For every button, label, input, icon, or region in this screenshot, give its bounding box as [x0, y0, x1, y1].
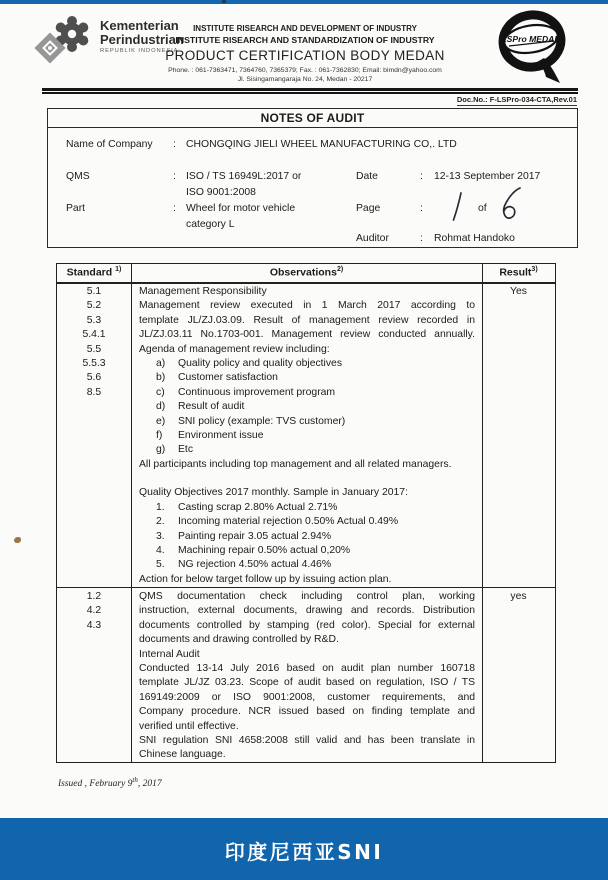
observation-line: Management Responsibility — [139, 286, 267, 297]
observation-line: 3. Painting repair 3.05 actual 2.94% — [156, 530, 332, 542]
observation-line: e) SNI policy (example: TVS customer) — [156, 415, 346, 427]
observation-line: f) Environment issue — [156, 429, 264, 441]
standard-clause: 8.5 — [86, 386, 102, 398]
letterhead-center — [122, 23, 488, 84]
ministry-subtitle: REPUBLIK INDONESIA — [100, 48, 179, 54]
observation-line: All participants including top management and all related managers. — [139, 458, 452, 470]
observation-line: template JL/JZ 03.23. Scope of audit based on regulation, ISO / TS — [139, 677, 475, 689]
observation-line: 4. Machining repair 0.50% actual 0,20% — [156, 545, 351, 557]
observation-line: Company procedure. NCR issued based on finding template and — [139, 706, 475, 718]
standard-cell — [57, 285, 131, 400]
page-label: Page — [356, 203, 381, 214]
standard-clause: 1.2 — [86, 591, 102, 602]
observation-line: JL/ZJ.03.11 No.1703-001. Management review conducted annually. — [139, 329, 475, 341]
standard-clause: 5.2 — [86, 300, 102, 312]
standard-clause: 5.6 — [86, 372, 102, 384]
standard-clause: 4.3 — [86, 619, 102, 631]
column-header-result: Result$^{3)}$ — [499, 266, 538, 279]
observation-line: documents and drawing controlled by R&D. — [139, 634, 339, 646]
ministry-name-line2: Perindustrian — [100, 32, 184, 47]
standard-clause: 5.5.3 — [82, 357, 106, 369]
ministry-name-line1: Kementerian — [100, 18, 179, 33]
observation-line: SNI regulation SNI 4658:2008 still valid and has been translate in — [139, 734, 475, 746]
colon: : — [173, 171, 176, 182]
handwritten-page-total — [496, 185, 522, 223]
lspro-medan-logo-icon — [494, 8, 574, 86]
observations-cell — [139, 285, 475, 587]
observation-line: d) Result of audit — [156, 401, 245, 413]
observation-line: b) Customer satisfaction — [156, 372, 278, 384]
observation-line: 5. NG rejection 4.50% actual 4.46% — [156, 559, 332, 571]
observation-line: 169149:2009 or ISO 9001:2008, customer requirements, and — [139, 691, 475, 703]
handwritten-page-number — [450, 191, 466, 223]
certification-body-title: PRODUCT CERTIFICATION BODY MEDAN — [165, 48, 445, 63]
footer-chinese-text: 印度尼西亚SNI — [224, 840, 384, 864]
institute-line2: INSTITUTE RISEARCH AND STANDARDIZATION OF INDUSTRY — [175, 35, 435, 45]
colon: : — [173, 139, 176, 150]
qms-label: QMS — [66, 171, 90, 182]
standard-clause: 5.1 — [86, 286, 102, 297]
colon: : — [420, 203, 423, 214]
notes-of-audit-box — [47, 108, 578, 248]
observation-line: Chinese language. — [139, 749, 226, 761]
column-header-standard: Standard $^{1)}$ — [66, 266, 122, 279]
standard-cell — [57, 590, 131, 633]
company-value: CHONGQING JIELI WHEEL MANUFACTURING CO,. LTD — [186, 139, 457, 150]
observation-line: Quality Objectives 2017 monthly. Sample in January 2017: — [139, 487, 408, 499]
colon: : — [420, 171, 423, 182]
address-line: Jl. Sisingamangaraja No. 24, Medan - 20217 — [237, 76, 373, 83]
standard-clause: 4.2 — [86, 605, 102, 617]
result-cell: Yes — [510, 286, 527, 297]
observation-line: a) Quality policy and quality objectives — [156, 357, 343, 369]
company-label: Name of Company — [66, 139, 153, 150]
letterhead-divider — [42, 88, 578, 94]
table-header-divider — [57, 282, 555, 284]
part-value-line1: Wheel for motor vehicle — [186, 203, 296, 214]
part-value-line2: category L — [186, 219, 235, 230]
table-column-divider — [131, 264, 132, 762]
date-value: 12-13 September 2017 — [434, 171, 541, 182]
lspro-logo-text: LSPro MEDAN — [501, 34, 561, 44]
colon: : — [173, 203, 176, 214]
observation-line: g) Etc — [156, 444, 194, 456]
qms-value-line2: ISO 9001:2008 — [186, 187, 256, 198]
standard-clause: 5.4.1 — [82, 329, 106, 341]
table-column-divider — [482, 264, 483, 762]
observation-line: 1. Casting scrap 2.80% Actual 2.71% — [156, 501, 338, 513]
standard-clause: 5.3 — [86, 314, 102, 326]
observation-line: template JL/ZJ.03.09. Result of management review recorded in — [139, 314, 475, 326]
scan-speck — [222, 0, 226, 3]
observation-line: Management review executed in 1 March 2017 according to — [139, 300, 475, 312]
footer-blue-band — [0, 818, 608, 880]
auditor-value: Rohmat Handoko — [434, 233, 515, 244]
audit-table — [56, 263, 556, 763]
observations-cell — [139, 590, 475, 763]
top-blue-strip — [0, 0, 608, 4]
observation-line: Action for below target follow up by issuing action plan. — [139, 573, 392, 585]
observation-line: 2. Incoming material rejection 0.50% Actual 0.49% — [156, 516, 399, 528]
observation-line: QMS documentation check including control plan, working — [139, 591, 475, 602]
column-header-observations: Observations$^{2)}$ — [269, 266, 344, 279]
page-title: NOTES OF AUDIT — [48, 109, 577, 128]
observation-line: Internal Audit — [139, 648, 200, 660]
ministry-gear-logo-icon — [34, 14, 98, 70]
issued-date-line: Issued , February 9th, 2017 — [58, 776, 162, 790]
observation-line: instruction, external documents, drawing and records. Distribution — [139, 605, 475, 617]
standard-clause: 5.5 — [86, 343, 102, 355]
auditor-label: Auditor — [356, 233, 389, 244]
doc-number: Doc.No.: F-LSPro-034-CTA,Rev.01 — [456, 95, 577, 104]
observation-line: documents controlled by stamping (red color). Special for external — [139, 619, 475, 631]
observation-line — [139, 472, 475, 486]
result-cell: yes — [510, 591, 527, 602]
scan-speck — [14, 537, 21, 543]
date-label: Date — [356, 171, 378, 182]
observation-line: c) Continuous improvement program — [156, 386, 336, 398]
observation-line: Agenda of management review including: — [139, 343, 330, 355]
qms-value-line1: ISO / TS 16949L:2017 or — [186, 171, 302, 182]
observation-line: Conducted 13-14 July 2016 based on audit plan number 160718 — [139, 662, 475, 674]
colon: : — [420, 233, 423, 244]
part-label: Part — [66, 203, 86, 214]
phone-line: Phone. : 061-7363471, 7364760, 7365379; Fax. : 061-7362830; Email: bimdn@yahoo.com — [168, 67, 442, 74]
page-of-word: of — [478, 203, 487, 214]
observation-line: verified until effective. — [139, 720, 239, 732]
institute-line1: INSTITUTE RISEARCH AND DEVELOPMENT OF INDUSTRY — [193, 24, 417, 33]
